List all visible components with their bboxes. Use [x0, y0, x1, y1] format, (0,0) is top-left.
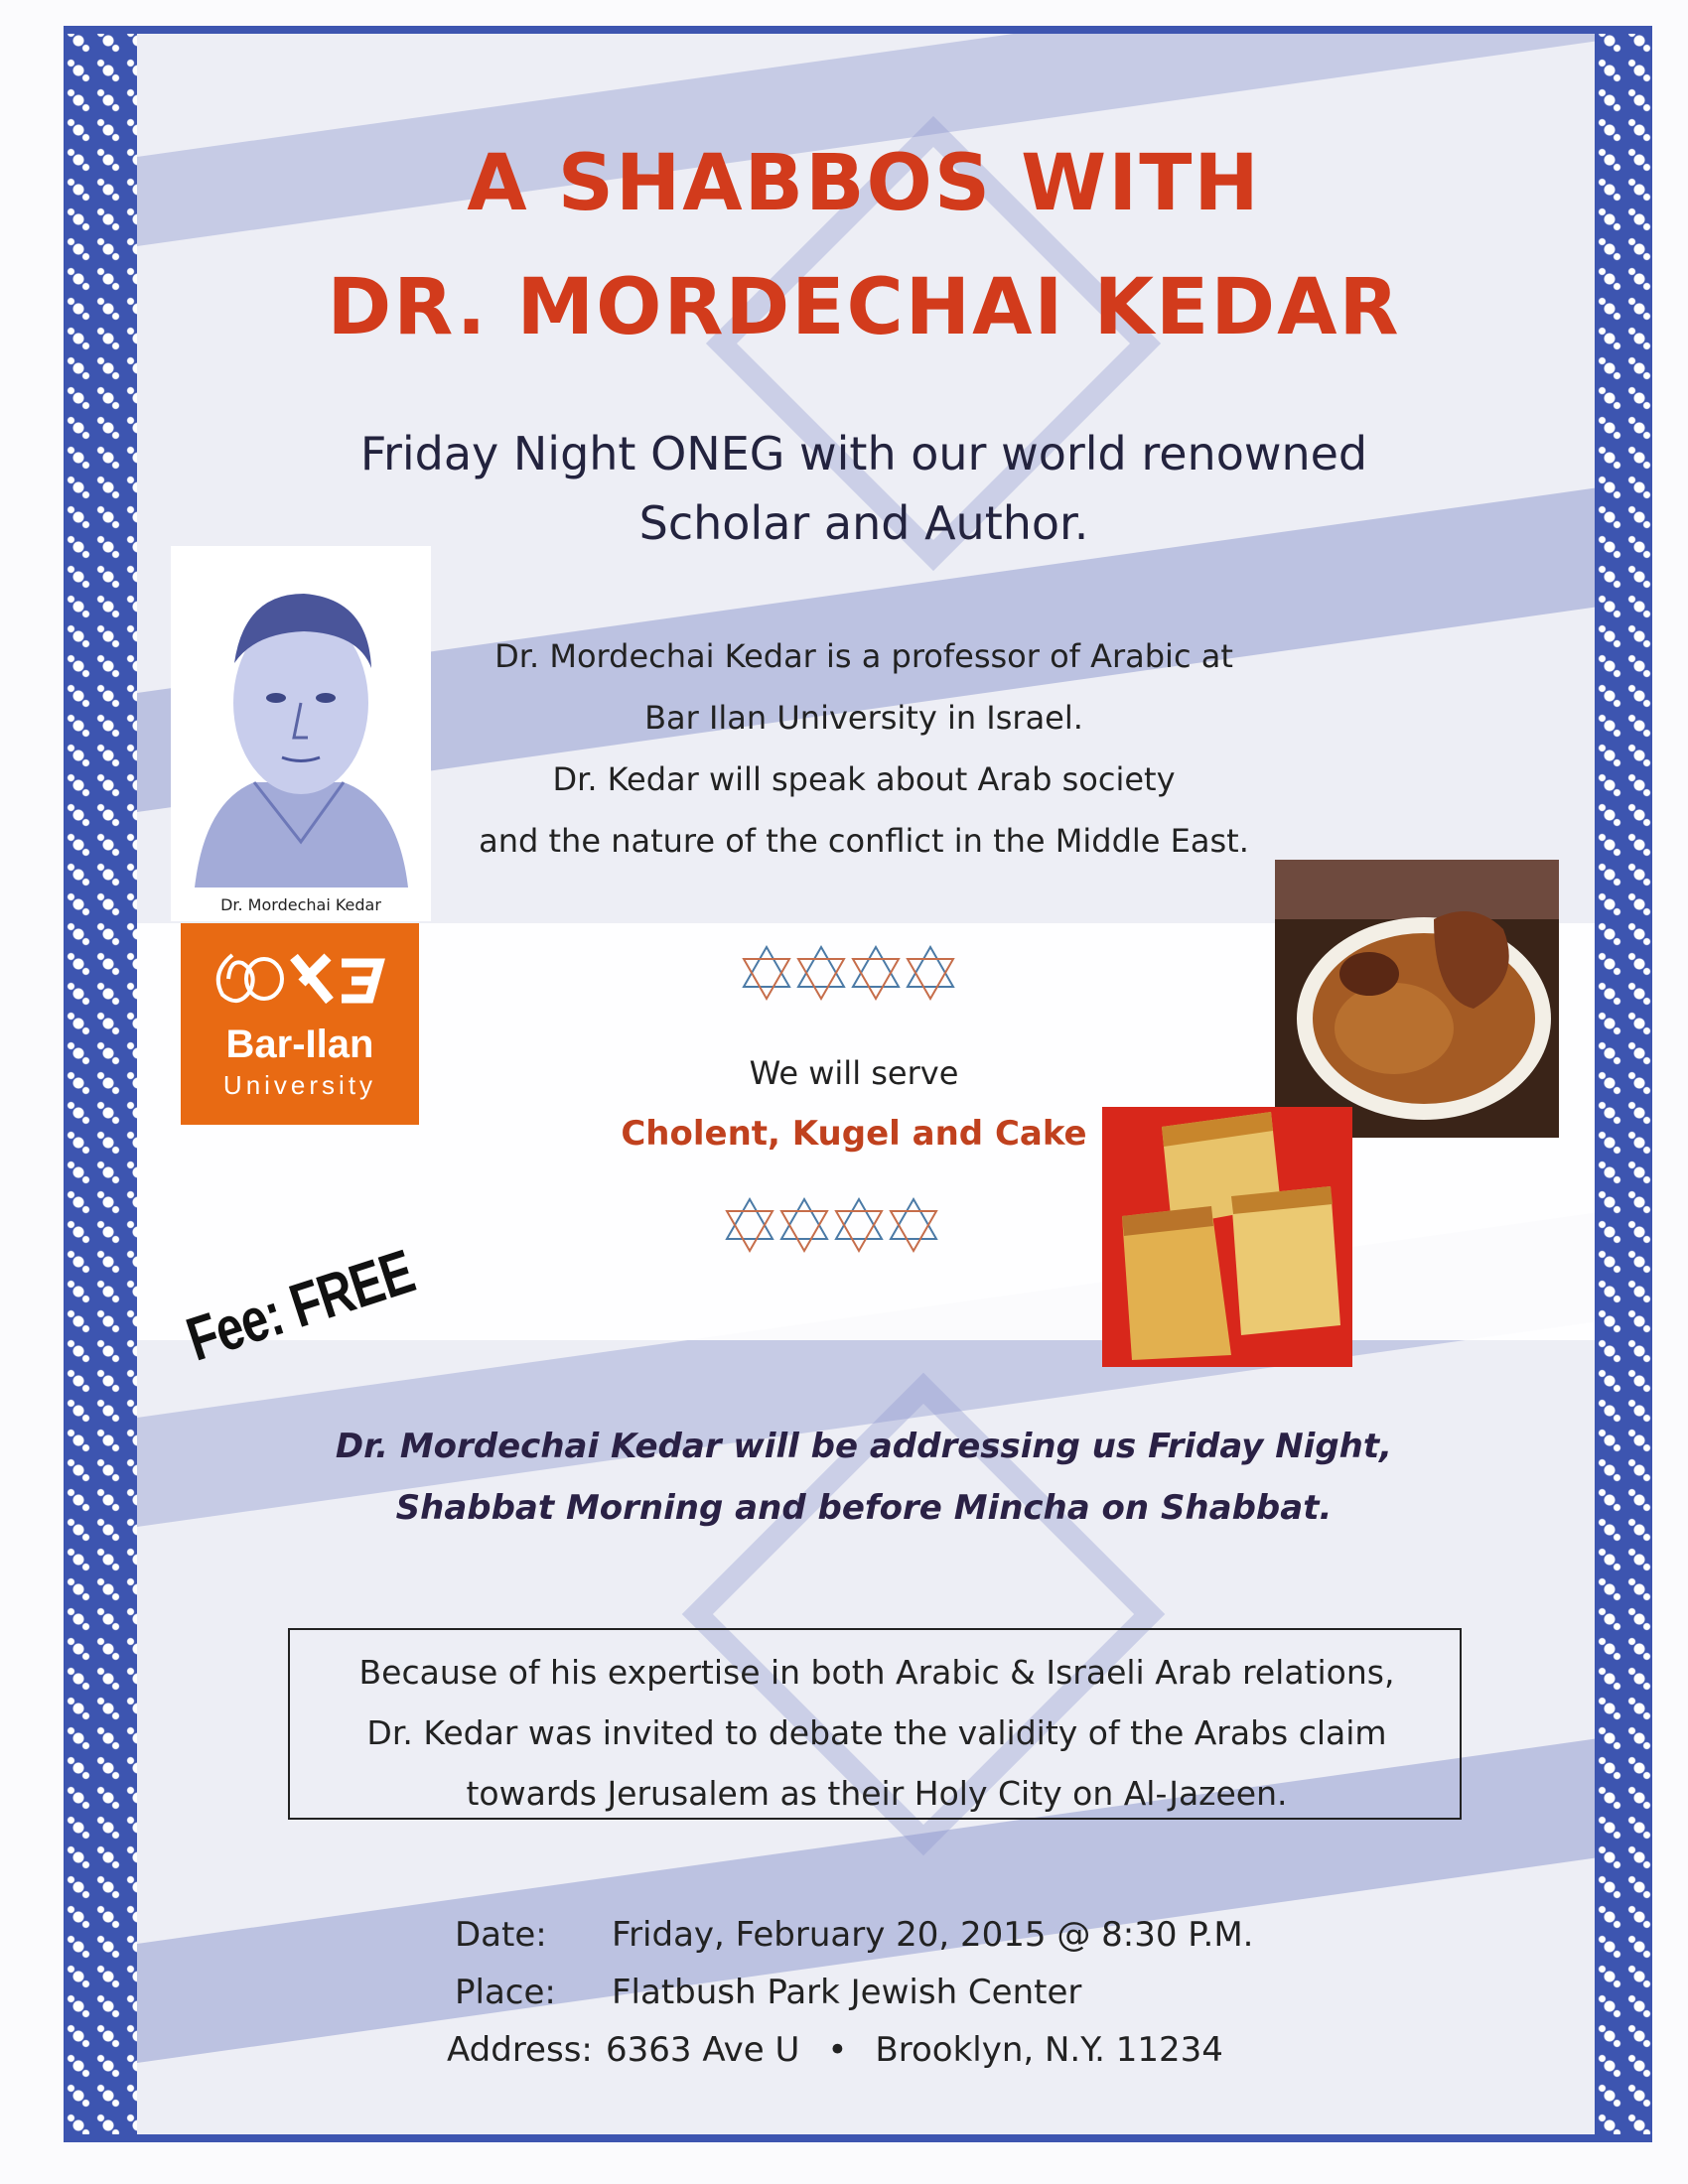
addressing-line-1: Dr. Mordechai Kedar will be addressing us Friday Night, — [335, 1427, 1393, 1466]
subtitle-line-1: Friday Night ONEG with our world renowned — [359, 427, 1368, 480]
event-details — [447, 1906, 1340, 2079]
subtitle — [199, 419, 1529, 558]
star-of-david-row-bottom — [723, 1195, 941, 1255]
bio-line-3: Dr. Kedar will speak about Arab society — [552, 760, 1176, 798]
bar-ilan-emblem-icon — [203, 943, 397, 1013]
debate-line-3: towards Jerusalem as their Holy City on Al-Jazeen. — [466, 1774, 1288, 1813]
date-label: Date: — [455, 1915, 547, 1955]
debate-line-2: Dr. Kedar was invited to debate the validity of the Arabs claim — [366, 1713, 1387, 1752]
bar-ilan-logo — [181, 923, 419, 1125]
bio-line-4: and the nature of the conflict in the Middle East. — [479, 822, 1249, 860]
bio-line-2: Bar Ilan University in Israel. — [644, 699, 1083, 737]
addressing-note — [228, 1416, 1499, 1539]
date-value: Friday, February 20, 2015 @ 8:30 P.M. — [612, 1915, 1254, 1955]
subtitle-line-2: Scholar and Author. — [638, 496, 1089, 550]
date-row — [447, 1906, 1340, 1964]
title-line-1: A SHABBOS WITH — [467, 139, 1261, 228]
debate-line-1: Because of his expertise in both Arabic & Israeli Arab relations, — [358, 1653, 1395, 1692]
serve-intro: We will serve — [749, 1054, 959, 1092]
address-city: Brooklyn, N.Y. 11234 — [875, 2030, 1223, 2070]
speaker-portrait — [185, 554, 417, 887]
star-of-david-row-top — [740, 943, 958, 1003]
decorative-border-left — [64, 26, 137, 2142]
kugel-photo — [1102, 1107, 1352, 1367]
place-row — [447, 1964, 1340, 2021]
photo-caption: Dr. Mordechai Kedar — [220, 895, 381, 914]
decorative-border-right — [1595, 26, 1652, 2142]
address-row — [447, 2021, 1340, 2079]
fee-free-label: Fee: FREE — [179, 1237, 422, 1375]
star-of-david-icon — [891, 1199, 936, 1251]
serve-items: Cholent, Kugel and Cake — [621, 1114, 1087, 1154]
address-street: 6363 Ave U — [606, 2030, 800, 2070]
star-of-david-icon — [781, 1199, 827, 1251]
address-label: Address: — [447, 2030, 593, 2070]
logo-subtitle: University — [222, 1070, 377, 1100]
address-value — [606, 2021, 1223, 2079]
address-separator: • — [827, 2030, 848, 2070]
star-of-david-icon — [744, 947, 789, 999]
star-of-david-icon — [853, 947, 899, 999]
addressing-line-2: Shabbat Morning and before Mincha on Shabbat. — [395, 1488, 1333, 1528]
speaker-photo-card — [171, 546, 431, 921]
logo-name: Bar-Ilan — [225, 1023, 374, 1066]
debate-note-text — [290, 1642, 1464, 1824]
decorative-border-top — [64, 26, 1652, 34]
star-of-david-icon — [798, 947, 844, 999]
cholent-photo — [1275, 860, 1559, 1138]
speaker-bio — [437, 625, 1291, 872]
debate-note-box — [288, 1628, 1462, 1820]
star-of-david-icon — [727, 1199, 773, 1251]
bio-line-1: Dr. Mordechai Kedar is a professor of Arabic at — [494, 637, 1233, 675]
title-line-2: DR. MORDECHAI KEDAR — [327, 263, 1401, 352]
place-label: Place: — [455, 1973, 556, 2012]
star-of-david-icon — [908, 947, 953, 999]
star-of-david-icon — [836, 1199, 882, 1251]
decorative-border-bottom — [64, 2134, 1652, 2142]
place-value: Flatbush Park Jewish Center — [612, 1973, 1082, 2012]
